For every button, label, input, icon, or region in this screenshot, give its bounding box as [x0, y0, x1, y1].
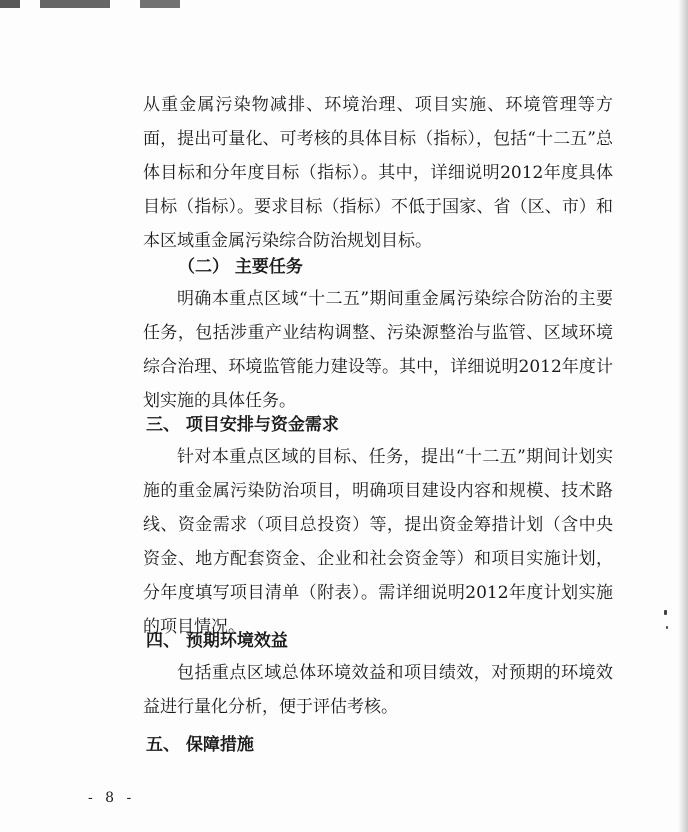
- heading-safeguards: 五、 保障措施: [146, 735, 254, 755]
- paragraph-targets: 从重金属污染物减排、环境治理、项目实施、环境管理等方面，提出可量化、可考核的具体目标（指标），包括“十二五”总体目标和分年度目标（指标）。其中，详细说明2012年度具体目标（指标）。要求目标（指标）不低于国家、省（区、市）和本区域重金属污染综合防治规划目标。: [143, 95, 613, 251]
- page-number: - 8 -: [88, 790, 136, 806]
- heading-expected-benefits: 四、 预期环境效益: [146, 631, 288, 651]
- heading-projects-funding: 三、 项目安排与资金需求: [146, 415, 339, 435]
- paragraph-tasks: 明确本重点区域“十二五”期间重金属污染综合防治的主要任务，包括涉重产业结构调整、污染源整治与监管、区域环境综合治理、环境监管能力建设等。其中，详细说明2012年度计划实施的具体任务。: [143, 289, 613, 411]
- paragraph-projects: 针对本重点区域的目标、任务，提出“十二五”期间计划实施的重金属污染防治项目，明确项目建设内容和规模、技术路线、资金需求（项目总投资）等，提出资金筹措计划（含中央资金、地方配套资金、企业和社会资金等）和项目实施计划，分年度填写项目清单（附表）。需详细说明2012年度计划实施的项目情况。: [143, 447, 613, 637]
- scan-speck: [664, 610, 667, 615]
- scan-speck: [666, 626, 668, 629]
- scan-edge-artifact: [0, 0, 250, 8]
- scan-shadow: [678, 0, 688, 832]
- heading-main-tasks: （二） 主要任务: [178, 257, 303, 277]
- paragraph-benefits: 包括重点区域总体环境效益和项目绩效，对预期的环境效益进行量化分析，便于评估考核。: [143, 663, 613, 717]
